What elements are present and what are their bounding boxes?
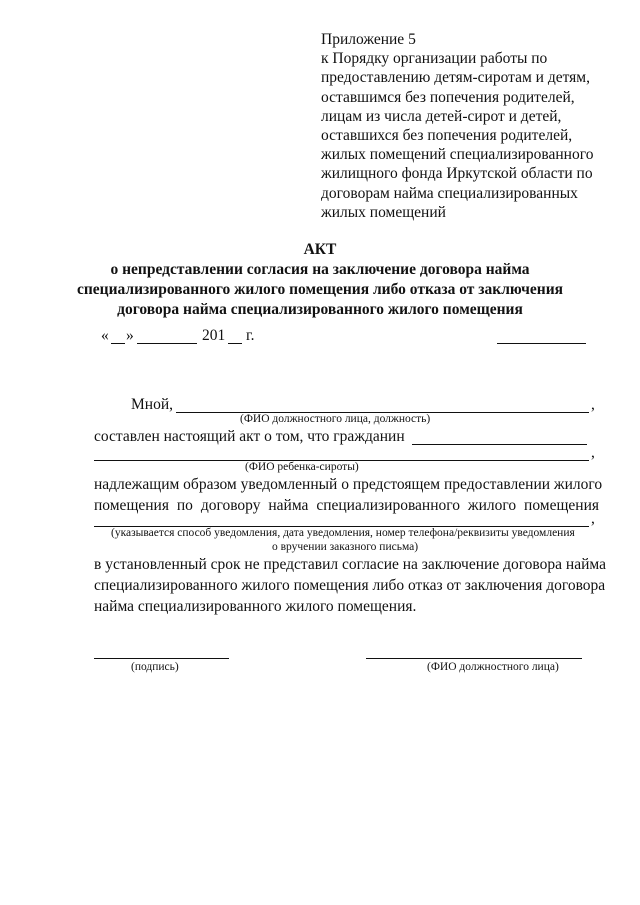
conclusion-line: найма специализированного жилого помещения.	[94, 598, 417, 615]
year-prefix: 201	[202, 327, 226, 344]
place-blank	[497, 343, 586, 344]
document-title: АКТ	[303, 241, 337, 258]
appendix-line: жилых помещений	[321, 203, 446, 221]
official-caption: (ФИО должностного лица, должность)	[240, 413, 431, 425]
notified-line: надлежащим образом уведомленный о предстоящем предоставлении жилого	[94, 476, 603, 493]
appendix-line: Приложение 5	[321, 31, 416, 48]
notified-line: помещения по договору найма специализированного жилого помещения	[94, 497, 599, 514]
appendix-line: предоставлению детям-сиротам и детям,	[321, 69, 590, 87]
comma: ,	[591, 444, 595, 461]
day-blank	[111, 343, 125, 344]
official-name-caption: (ФИО должностного лица)	[427, 661, 559, 673]
comma: ,	[591, 396, 595, 413]
document-subtitle-line: специализированного жилого помещения либо отказа от заключения	[76, 281, 564, 298]
child-caption: (ФИО ребенка-сироты)	[245, 461, 359, 473]
signature-blank	[94, 658, 229, 659]
document-subtitle-line: о непредставлении согласия на заключение договора найма	[110, 261, 530, 278]
month-blank	[137, 343, 197, 344]
comma: ,	[591, 510, 595, 527]
appendix-line: оставшимся без попечения родителей,	[321, 88, 575, 106]
official-name-blank	[366, 658, 582, 659]
year-suffix: г.	[246, 327, 255, 344]
date-quote-close: »	[126, 327, 134, 344]
appendix-line: договорам найма специализированных	[321, 184, 578, 202]
conclusion-line: специализированного жилого помещения либо отказ от заключения договора	[94, 577, 606, 594]
signature-caption: (подпись)	[131, 661, 179, 673]
year-blank	[228, 343, 242, 344]
appendix-line: к Порядку организации работы по	[321, 50, 548, 68]
document-subtitle-line: договора найма специализированного жилого помещения	[117, 301, 523, 318]
appendix-line: жилых помещений специализированного	[321, 146, 594, 164]
act-statement: составлен настоящий акт о том, что гражданин	[94, 428, 405, 445]
appendix-line: оставшихся без попечения родителей,	[321, 127, 573, 145]
by-me-label: Мной,	[131, 396, 173, 413]
appendix-header	[321, 30, 593, 222]
appendix-line: жилищного фонда Иркутской области по	[321, 165, 593, 183]
citizen-blank	[412, 444, 587, 445]
date-quote-open: «	[101, 327, 109, 344]
notice-caption: (указывается способ уведомления, дата уведомления, номер телефона/реквизиты уведомления	[111, 527, 575, 539]
notice-caption: о вручении заказного письма)	[272, 541, 419, 553]
conclusion-line: в установленный срок не представил согласие на заключение договора найма	[94, 556, 606, 573]
appendix-line: лицам из числа детей-сирот и детей,	[321, 107, 562, 125]
